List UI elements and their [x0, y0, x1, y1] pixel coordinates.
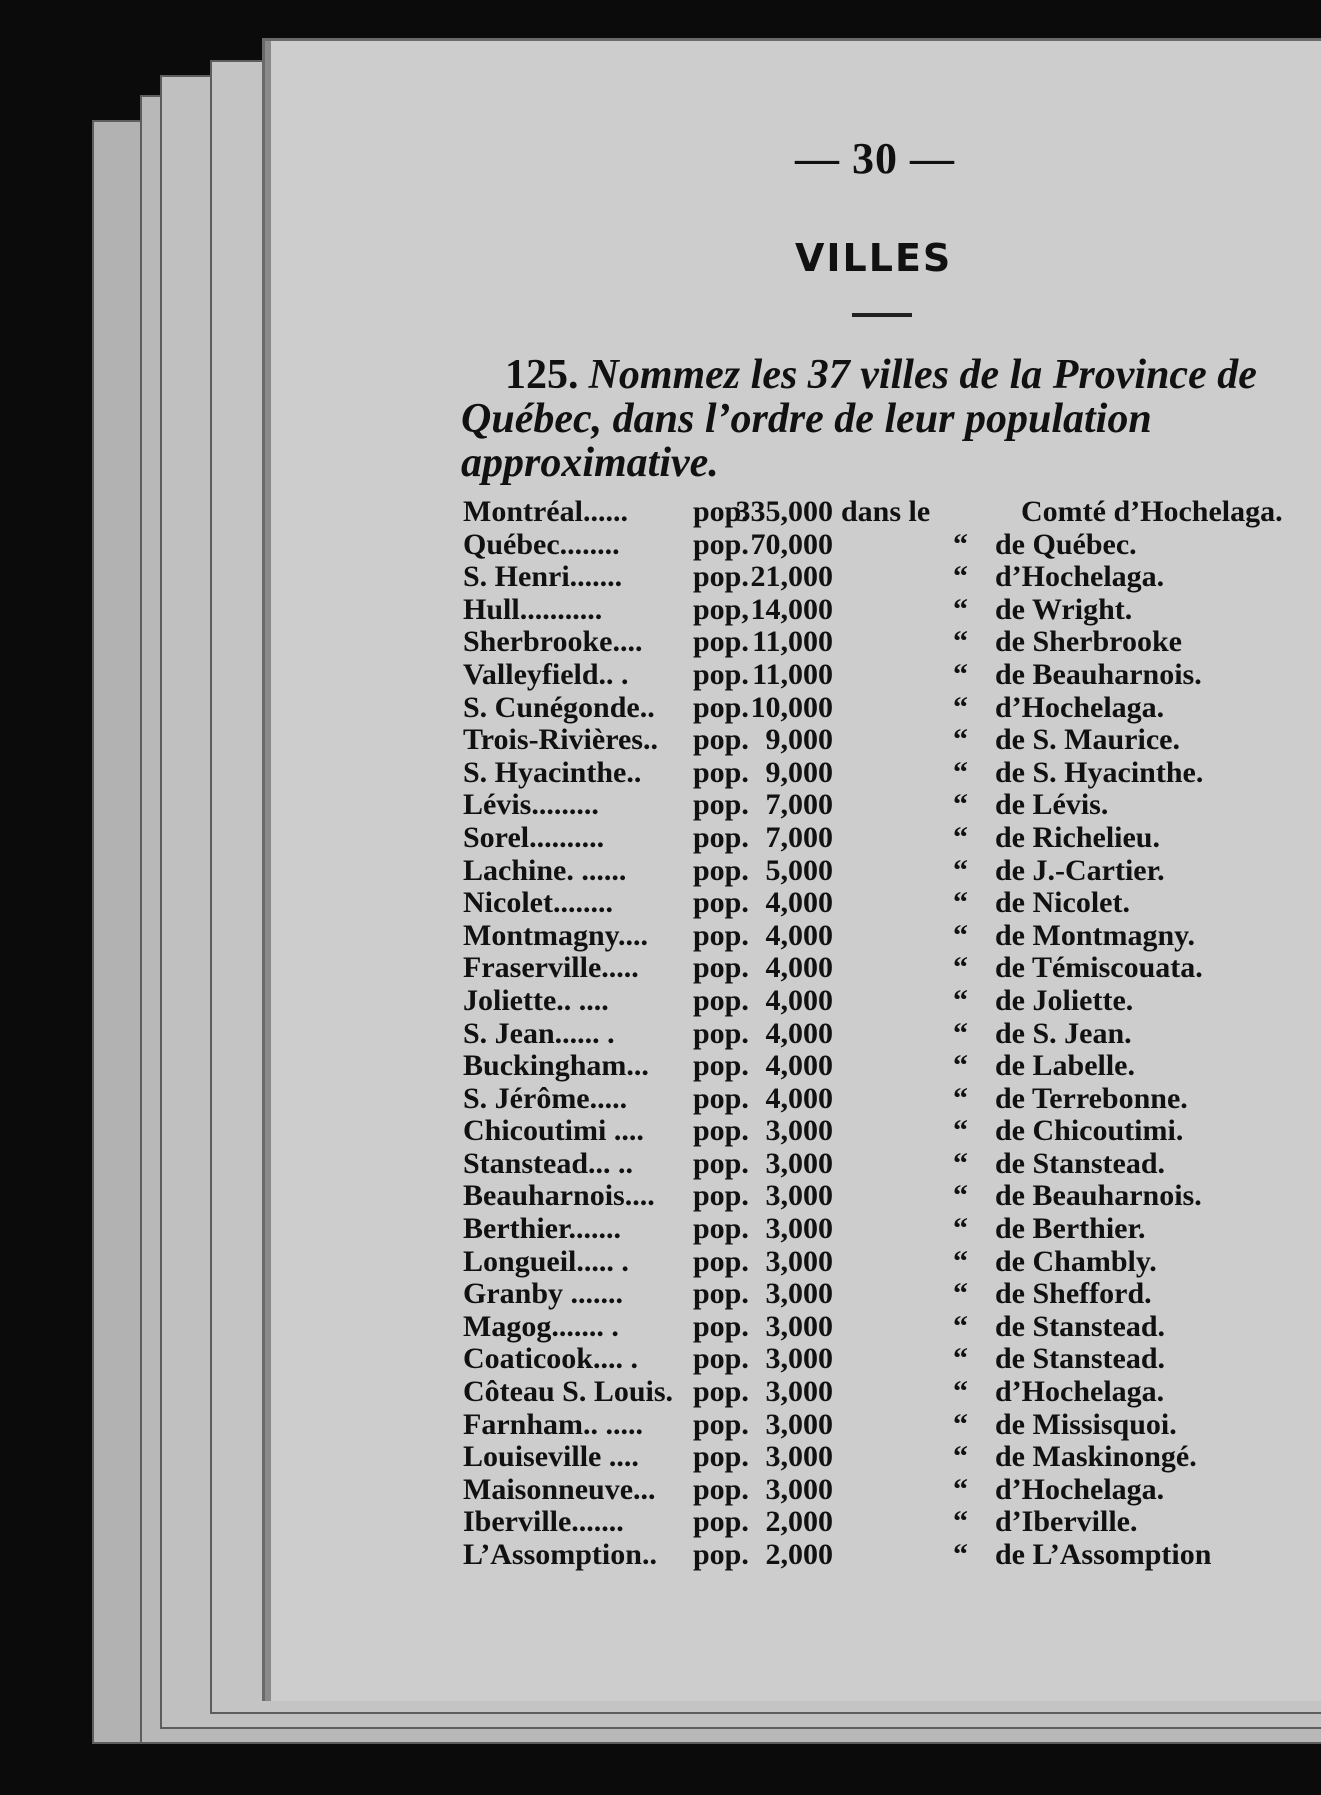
ditto-mark: “: [953, 1049, 968, 1083]
county-name: de Missisquoi.: [995, 1407, 1177, 1441]
list-item: [463, 789, 1313, 822]
population-value: 7,000: [765, 820, 833, 854]
population-value: 9,000: [765, 755, 833, 789]
ditto-mark: “: [953, 1440, 968, 1474]
population-value: 3,000: [765, 1309, 833, 1343]
population-value: 4,000: [765, 918, 833, 952]
city-name: Sherbrooke....: [463, 625, 643, 659]
city-name: Chicoutimi ....: [463, 1114, 644, 1148]
list-item: [463, 1441, 1313, 1474]
list-item: [463, 985, 1313, 1018]
ditto-mark: “: [953, 886, 968, 920]
list-item: [463, 1409, 1313, 1442]
city-name: S. Jean...... .: [463, 1016, 615, 1050]
ditto-mark: “: [953, 527, 968, 561]
county-name: de L’Assomption: [995, 1538, 1212, 1571]
county-name: d’Iberville.: [995, 1505, 1138, 1539]
list-item: [463, 887, 1313, 920]
population-value: 3,000: [765, 1342, 833, 1376]
pop-label: pop,: [693, 592, 749, 626]
list-item: [463, 1180, 1313, 1213]
city-name: Lachine. ......: [463, 853, 627, 887]
pop-label: pop.: [693, 820, 749, 854]
pop-label: pop.: [693, 983, 749, 1017]
county-name: de Stanstead.: [995, 1309, 1166, 1343]
county-name: d’Hochelaga.: [995, 1375, 1165, 1409]
population-value: 4,000: [765, 1049, 833, 1083]
list-item: [463, 1083, 1313, 1116]
county-name: de S. Maurice.: [995, 723, 1180, 757]
city-name: Farnham.. .....: [463, 1407, 643, 1441]
list-item: [463, 692, 1313, 725]
city-name: Hull...........: [463, 592, 603, 626]
city-name: Berthier.......: [463, 1212, 622, 1246]
population-value: 4,000: [765, 886, 833, 920]
population-value: 11,000: [752, 625, 833, 659]
pop-label: pop.: [693, 1472, 749, 1506]
ditto-mark: “: [953, 1277, 968, 1311]
pop-label: pop.: [693, 918, 749, 952]
list-item: [463, 1213, 1313, 1246]
city-name: Côteau S. Louis.: [463, 1375, 674, 1409]
city-name: Fraserville.....: [463, 951, 639, 985]
population-value: 3,000: [765, 1277, 833, 1311]
pop-label: pop.: [693, 723, 749, 757]
county-name: de S. Jean.: [995, 1016, 1132, 1050]
population-value: 21,000: [750, 560, 833, 594]
list-item: [463, 724, 1313, 757]
ditto-mark: “: [953, 755, 968, 789]
list-item: [463, 529, 1313, 562]
list-item: [463, 1018, 1313, 1051]
city-name: Valleyfield.. .: [463, 657, 629, 691]
ditto-mark: “: [953, 690, 968, 724]
pop-label: pop.: [693, 886, 749, 920]
county-name: de Wright.: [995, 592, 1133, 626]
list-item: [463, 496, 1313, 529]
list-item: [463, 659, 1313, 692]
city-name: Stanstead... ..: [463, 1146, 634, 1180]
county-name: d’Hochelaga.: [995, 1472, 1165, 1506]
city-name: Lévis.........: [463, 788, 599, 822]
list-item: [463, 1148, 1313, 1181]
pop-label: pop.: [693, 1538, 749, 1571]
pop-label: pop.: [693, 1375, 749, 1409]
pop-label: pop.: [693, 1016, 749, 1050]
county-name: d’Hochelaga.: [995, 690, 1165, 724]
ditto-mark: “: [953, 1179, 968, 1213]
population-value: 3,000: [765, 1440, 833, 1474]
list-item: [463, 1539, 1313, 1572]
ditto-mark: “: [953, 657, 968, 691]
city-name: Sorel..........: [463, 820, 605, 854]
ditto-mark: “: [953, 560, 968, 594]
city-name: Joliette.. ....: [463, 983, 609, 1017]
county-name: de Montmagny.: [995, 918, 1196, 952]
list-item: [463, 1278, 1313, 1311]
population-value: 3,000: [765, 1472, 833, 1506]
city-population-list: [463, 496, 1313, 1572]
ditto-mark: “: [953, 1016, 968, 1050]
city-name: S. Hyacinthe..: [463, 755, 642, 789]
ditto-mark: “: [953, 853, 968, 887]
pop-label: pop.: [693, 1440, 749, 1474]
book-page: [262, 38, 1321, 1701]
population-value: 3,000: [765, 1179, 833, 1213]
ditto-mark: “: [953, 1244, 968, 1278]
population-value: 4,000: [765, 951, 833, 985]
city-name: Beauharnois....: [463, 1179, 655, 1213]
ditto-mark: “: [953, 1407, 968, 1441]
city-name: Iberville.......: [463, 1505, 624, 1539]
ditto-mark: “: [953, 1114, 968, 1148]
population-value: 335,000: [735, 495, 833, 528]
pop-label: pop.: [693, 1049, 749, 1083]
county-name: de Sherbrooke: [995, 625, 1182, 659]
ditto-mark: “: [953, 1146, 968, 1180]
list-item: [463, 626, 1313, 659]
ditto-mark: “: [953, 1081, 968, 1115]
list-item: [463, 1376, 1313, 1409]
city-name: Trois-Rivières..: [463, 723, 658, 757]
county-name: de S. Hyacinthe.: [995, 755, 1204, 789]
county-name: de Chambly.: [995, 1244, 1157, 1278]
population-value: 11,000: [752, 657, 833, 691]
pop-label: pop.: [693, 1505, 749, 1539]
list-item: [463, 920, 1313, 953]
list-item: [463, 952, 1313, 985]
county-name: de Terrebonne.: [995, 1081, 1188, 1115]
population-value: 3,000: [765, 1244, 833, 1278]
list-item: [463, 1050, 1313, 1083]
county-name: de Stanstead.: [995, 1146, 1166, 1180]
pop-label: pop.: [693, 1277, 749, 1311]
question-text: [461, 353, 1311, 485]
list-item: [463, 561, 1313, 594]
ditto-mark: “: [953, 625, 968, 659]
ditto-mark: “: [953, 723, 968, 757]
city-name: Montréal......: [463, 495, 628, 528]
county-name: de Québec.: [995, 527, 1137, 561]
city-name: S. Cunégonde..: [463, 690, 655, 724]
pop-label: pop.: [693, 1212, 749, 1246]
pop-label: pop.: [693, 1244, 749, 1278]
list-item: [463, 822, 1313, 855]
ditto-mark: “: [953, 592, 968, 626]
pop-label: pop.: [693, 788, 749, 822]
ditto-mark: “: [953, 1212, 968, 1246]
city-name: Longueil..... .: [463, 1244, 629, 1278]
list-item: [463, 1506, 1313, 1539]
pop-label: pop.: [693, 1146, 749, 1180]
population-value: 70,000: [750, 527, 833, 561]
population-value: 7,000: [765, 788, 833, 822]
pop-label: pop.: [693, 853, 749, 887]
pop-label: pop.: [693, 560, 749, 594]
city-name: Magog....... .: [463, 1309, 619, 1343]
city-name: Maisonneuve...: [463, 1472, 656, 1506]
population-value: 2,000: [765, 1505, 833, 1539]
city-name: Granby .......: [463, 1277, 624, 1311]
list-item: [463, 757, 1313, 790]
population-value: 3,000: [765, 1212, 833, 1246]
city-name: Montmagny....: [463, 918, 649, 952]
city-name: Buckingham...: [463, 1049, 649, 1083]
city-name: L’Assomption..: [463, 1538, 657, 1571]
city-name: Louiseville ....: [463, 1440, 639, 1474]
population-value: 4,000: [765, 983, 833, 1017]
county-name: de Beauharnois.: [995, 1179, 1202, 1213]
county-name: Comté d’Hochelaga.: [1021, 495, 1283, 528]
county-name: de Shefford.: [995, 1277, 1152, 1311]
population-value: 14,000: [750, 592, 833, 626]
list-item: [463, 1343, 1313, 1376]
population-value: 3,000: [765, 1407, 833, 1441]
ditto-mark: “: [953, 820, 968, 854]
population-value: 5,000: [765, 853, 833, 887]
pop-label: pop.: [693, 657, 749, 691]
ditto-mark: “: [953, 788, 968, 822]
county-name: de Témiscouata.: [995, 951, 1203, 985]
list-item: [463, 1115, 1313, 1148]
ditto-mark: “: [953, 1375, 968, 1409]
county-name: de J.-Cartier.: [995, 853, 1165, 887]
pop-label: pop.: [693, 527, 749, 561]
county-name: de Lévis.: [995, 788, 1109, 822]
pop-label: pop.: [693, 1179, 749, 1213]
dans-le-label: dans le: [841, 495, 931, 528]
city-name: Coaticook.... .: [463, 1342, 638, 1376]
population-value: 3,000: [765, 1114, 833, 1148]
pop-label: pop.: [693, 951, 749, 985]
pop-label: pop.: [693, 755, 749, 789]
list-item: [463, 594, 1313, 627]
population-value: 10,000: [750, 690, 833, 724]
pop-label: pop.: [693, 1081, 749, 1115]
city-name: Québec........: [463, 527, 620, 561]
population-value: 4,000: [765, 1081, 833, 1115]
county-name: de Chicoutimi.: [995, 1114, 1184, 1148]
section-heading: VILLES: [795, 236, 953, 280]
list-item: [463, 855, 1313, 888]
ditto-mark: “: [953, 1472, 968, 1506]
ditto-mark: “: [953, 1505, 968, 1539]
pop-label: pop.: [693, 1309, 749, 1343]
pop-label: pop.: [693, 1342, 749, 1376]
county-name: de Nicolet.: [995, 886, 1130, 920]
county-name: de Joliette.: [995, 983, 1134, 1017]
ditto-mark: “: [953, 1309, 968, 1343]
county-name: de Richelieu.: [995, 820, 1160, 854]
city-name: Nicolet........: [463, 886, 613, 920]
ditto-mark: “: [953, 983, 968, 1017]
list-item: [463, 1474, 1313, 1507]
pop-label: pop.: [693, 1114, 749, 1148]
county-name: de Maskinongé.: [995, 1440, 1197, 1474]
county-name: de Beauharnois.: [995, 657, 1202, 691]
city-name: S. Henri.......: [463, 560, 623, 594]
list-item: [463, 1311, 1313, 1344]
pop-label: pop.: [693, 1407, 749, 1441]
population-value: 9,000: [765, 723, 833, 757]
population-value: 3,000: [765, 1375, 833, 1409]
pop-label: pop.: [693, 690, 749, 724]
pop-label: pop.: [693, 495, 749, 528]
heading-rule: [852, 313, 912, 317]
ditto-mark: “: [953, 1342, 968, 1376]
question-number: 125.: [505, 352, 579, 398]
ditto-mark: “: [953, 918, 968, 952]
question-body: Nommez les 37 villes de la Province de Québec, dans l’ordre de leur population approximative.: [461, 352, 1257, 486]
ditto-mark: “: [953, 1538, 968, 1571]
city-name: S. Jérôme.....: [463, 1081, 628, 1115]
population-value: 3,000: [765, 1146, 833, 1180]
population-value: 2,000: [765, 1538, 833, 1571]
population-value: 4,000: [765, 1016, 833, 1050]
county-name: de Labelle.: [995, 1049, 1135, 1083]
ditto-mark: “: [953, 951, 968, 985]
county-name: de Berthier.: [995, 1212, 1146, 1246]
page-number: — 30 —: [795, 134, 955, 183]
pop-label: pop.: [693, 625, 749, 659]
county-name: de Stanstead.: [995, 1342, 1166, 1376]
list-item: [463, 1246, 1313, 1279]
county-name: d’Hochelaga.: [995, 560, 1165, 594]
